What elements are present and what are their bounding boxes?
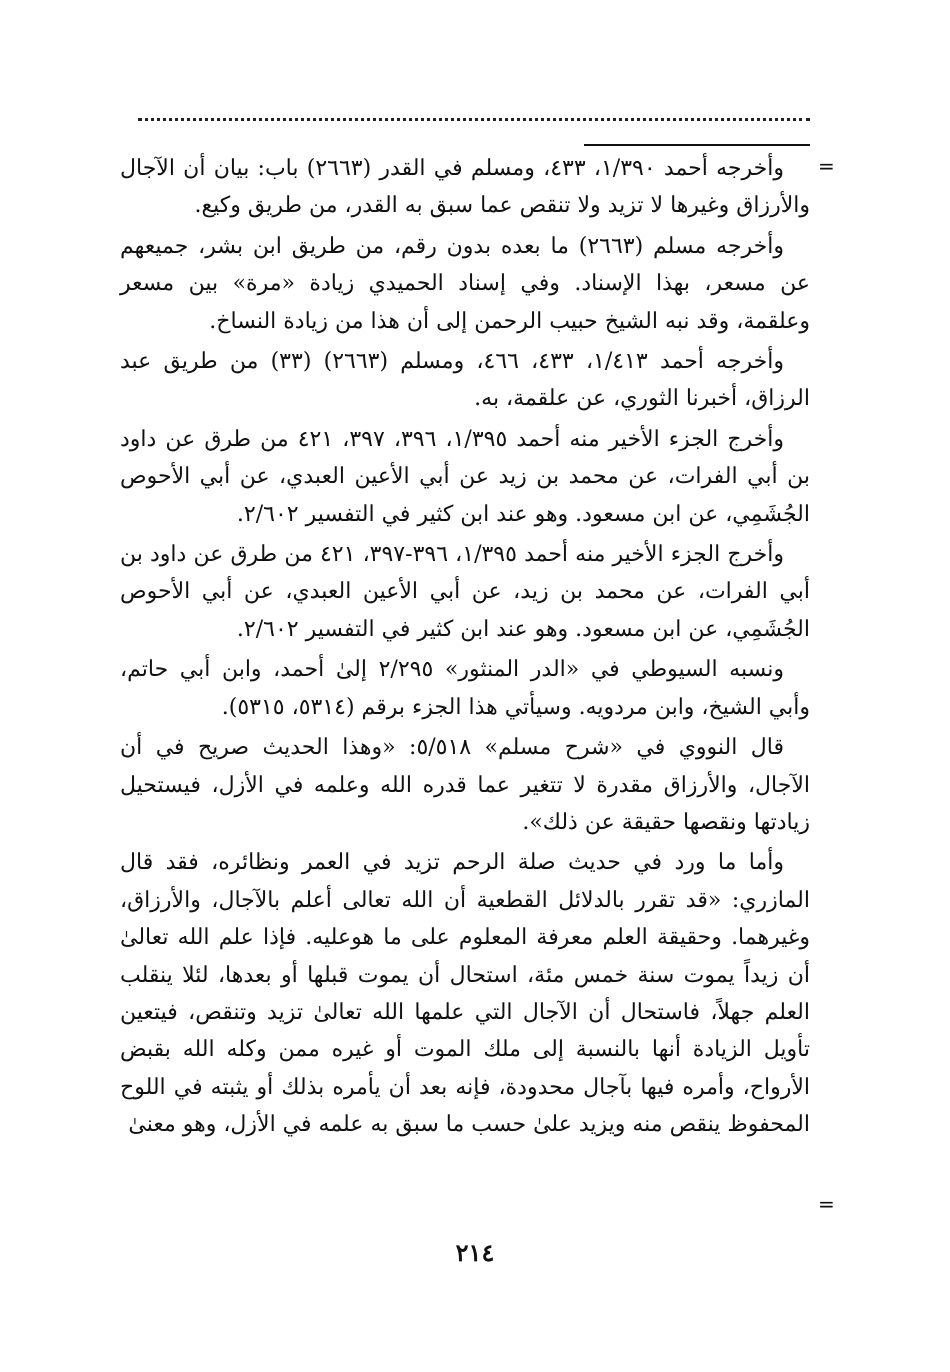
- footnote-separator-rule: [584, 144, 810, 146]
- page-number: ٢١٤: [455, 1238, 495, 1267]
- paragraph-8: وأما ما ورد في حديث صلة الرحم تزيد في العمر ونظائره، فقد قال المازري: «قد تقرر بالدلائل القطعية أن الله تعالى أعلم بالآجال، والأرزاق، وغيرهما. وحقيقة العلم معرفة المعلوم على ما هوعليه. فإذا علم الله تعالىٰ أن زيداً يموت سنة خمس مئة، استحال أن يموت قبلها أو بعدها، لئلا ينقلب العلم جهلاً، فاستحال أن الآجال التي علمها الله تعالىٰ تزيد وتنقص، فيتعين تأويل الزيادة أنها بالنسبة إلى ملك الموت أو غيره ممن وكله الله بقبض الأرواح، وأمره فيها بآجال محدودة، فإنه بعد أن يأمره بذلك أو يثبته في اللوح المحفوظ ينقص منه ويزيد علىٰ حسب ما سبق به علمه في الأزل، وهو معنىٰ: [120, 850, 810, 1138]
- continuation-mark-start: =: [818, 154, 835, 178]
- paragraph-3: وأخرجه أحمد ١/٤١٣، ٤٣٣، ٤٦٦، ومسلم (٢٦٦٣) (٣٣) من طريق عبد الرزاق، أخبرنا الثوري، عن علقمة، به.: [120, 349, 810, 412]
- paragraph-6: ونسبه السيوطي في «الدر المنثور» ٢/٢٩٥ إلىٰ أحمد، وابن أبي حاتم، وأبي الشيخ، وابن مردويه. وسيأتي هذا الجزء برقم (٥٣١٤، ٥٣١٥).: [120, 657, 810, 720]
- paragraph-2: وأخرجه مسلم (٢٦٦٣) ما بعده بدون رقم، من طريق ابن بشر، جميعهم عن مسعر، بهذا الإسناد. وفي إسناد الحميدي زيادة «مرة» بين مسعر وعلقمة، وقد نبه الشيخ حبيب الرحمن إلى أن هذا من زيادة النساخ.: [120, 233, 810, 334]
- paragraph-1: وأخرجه أحمد ١/٣٩٠، ٤٣٣، ومسلم في القدر (٢٦٦٣) باب: بيان أن الآجال والأرزاق وغيرها لا تزيد ولا تنقص عما سبق به القدر، من طريق وكيع.: [120, 156, 810, 219]
- continuation-mark-end: =: [818, 1192, 835, 1216]
- paragraph-4: وأخرج الجزء الأخير منه أحمد ١/٣٩٥، ٣٩٦، ٣٩٧، ٤٢١ من طرق عن داود بن أبي الفرات، عن محمد بن زيد عن أبي الأعين العبدي، عن أبي الأحوص الجُشَمِي، عن ابن مسعود. وهو عند ابن كثير في التفسير ٢/٦٠٢.: [120, 426, 810, 527]
- paragraph-7: قال النووي في «شرح مسلم» ٥/٥١٨: «وهذا الحديث صريح في أن الآجال، والأرزاق مقدرة لا تتغير عما قدره الله وعلمه في الأزل، فيستحيل زيادتها ونقصها حقيقة عن ذلك».: [120, 735, 810, 835]
- footnote-separator-dotted: [138, 118, 810, 121]
- footnote-text: [120, 150, 810, 1147]
- paragraph-5: وأخرج الجزء الأخير منه أحمد ١/٣٩٥، ٣٩٦-٣٩٧، ٤٢١ من طرق عن داود بن أبي الفرات، عن محمد بن زيد، عن أبي الأعين العبدي، عن أبي الأحوص الجُشَمِي، عن ابن مسعود. وهو عند ابن كثير في التفسير ٢/٦٠٢.: [120, 542, 810, 642]
